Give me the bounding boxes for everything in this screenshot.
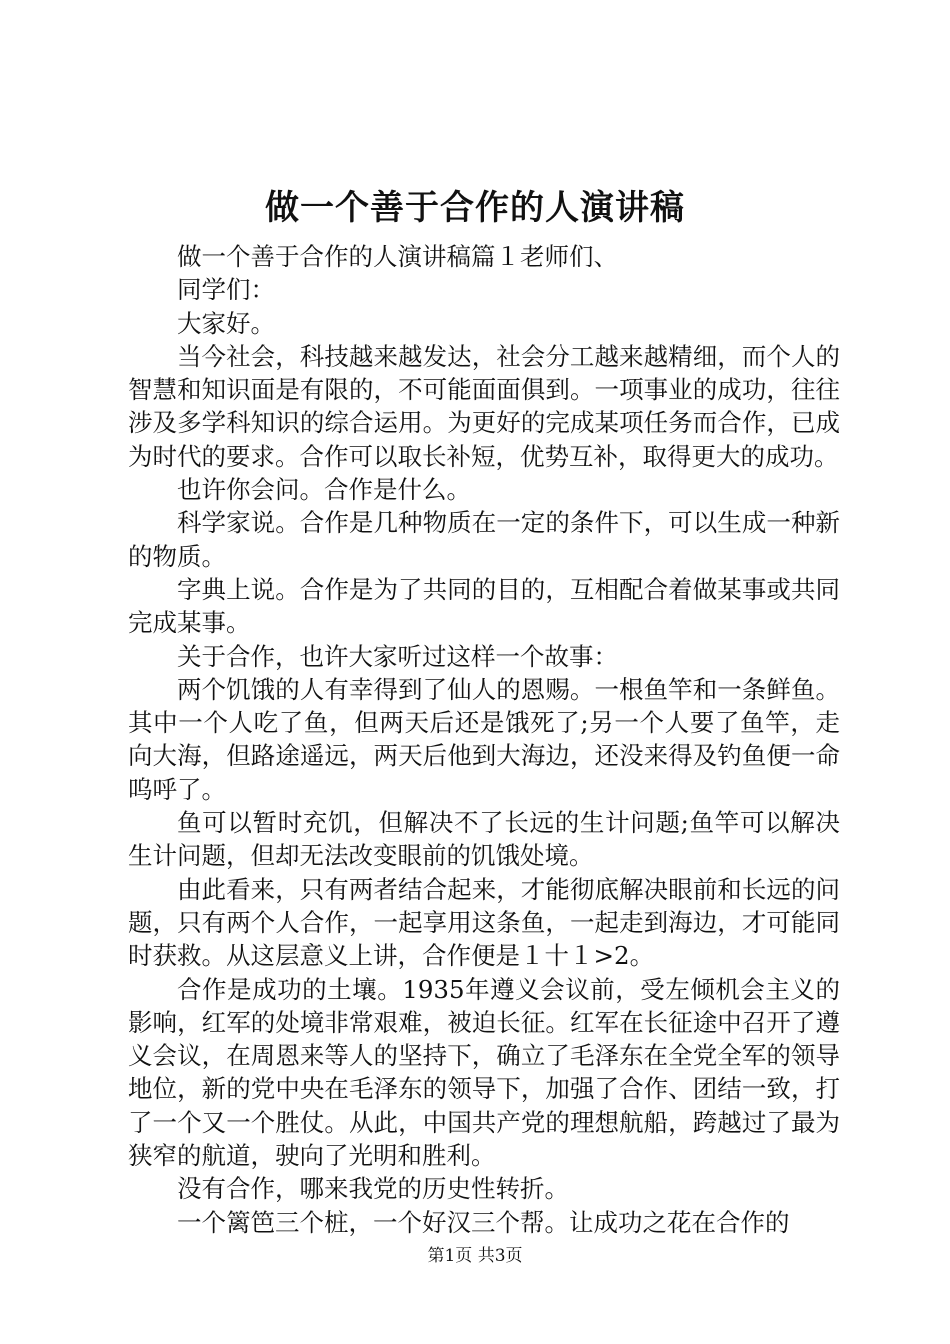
- paragraph: 没有合作，哪来我党的历史性转折。: [177, 1174, 569, 1204]
- paragraph: 也许你会问。合作是什么。: [177, 475, 471, 505]
- paragraph: 一个篱笆三个桩，一个好汉三个帮。让成功之花在合作的: [177, 1207, 790, 1237]
- paragraph: 做一个善于合作的人演讲稿篇１老师们、: [177, 242, 618, 271]
- paragraph: 两个饥饿的人有幸得到了仙人的恩赐。一根鱼竿和一条鲜鱼。其中一个人吃了鱼，但两天后还是饿死了;另一个人要了鱼竿，走向大海，但路途遥远，两天后他到大海边，还没来得及钓鱼便一命呜呼了。: [128, 674, 840, 804]
- paragraph: 当今社会，科技越来越发达，社会分工越来越精细，而个人的智慧和知识面是有限的，不可能面面俱到。一项事业的成功，往往涉及多学科知识的综合运用。为更好的完成某项任务而合作，已成为时代的要求。合作可以取长补短，优势互补，取得更大的成功。: [128, 341, 840, 471]
- paragraph: 鱼可以暂时充饥，但解决不了长远的生计问题;鱼竿可以解决生计问题，但却无法改变眼前的饥饿处境。: [128, 808, 840, 871]
- paragraph: 同学们：: [177, 275, 275, 305]
- paragraph: 大家好。: [177, 308, 275, 338]
- paragraph: 由此看来，只有两者结合起来，才能彻底解决眼前和长远的问题，只有两个人合作，一起享用这条鱼，一起走到海边，才可能同时获救。从这层意义上讲，合作便是１十１>2。: [128, 874, 840, 971]
- page-number-footer: 第1页 共3页: [427, 1246, 523, 1266]
- paragraph: 字典上说。合作是为了共同的目的，互相配合着做某事或共同完成某事。: [128, 574, 840, 638]
- paragraph: 合作是成功的土壤。1935年遵义会议前，受左倾机会主义的影响，红军的处境非常艰难，被迫长征。红军在长征途中召开了遵义会议，在周恩来等人的坚持下，确立了毛泽东在全党全军的领导地位，新的党中央在毛泽东的领导下，加强了合作、团结一致，打了一个又一个胜仗。从此，中国共产党的理想航船，跨越过了最为狭窄的航道，驶向了光明和胜利。: [128, 974, 840, 1171]
- document-title: 做一个善于合作的人演讲稿: [265, 188, 685, 228]
- document-body: [128, 240, 840, 1239]
- paragraph: 科学家说。合作是几种物质在一定的条件下，可以生成一种新的物质。: [128, 508, 840, 571]
- paragraph: 关于合作，也许大家听过这样一个故事：: [177, 641, 618, 671]
